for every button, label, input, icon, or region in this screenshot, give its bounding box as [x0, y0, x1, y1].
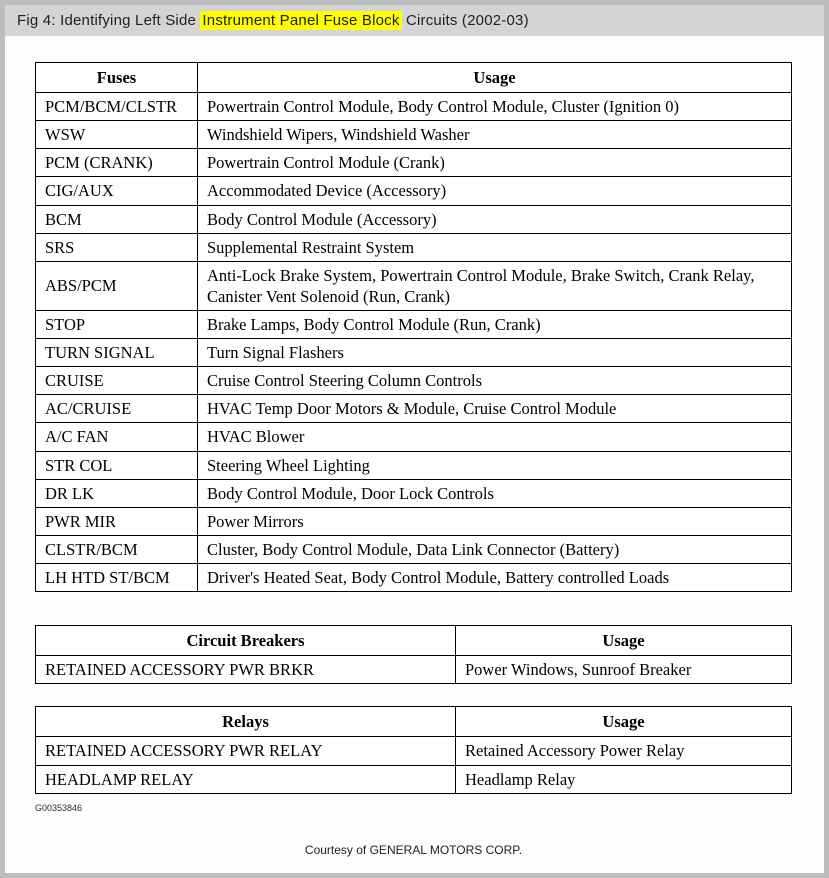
fuse-row — [36, 93, 792, 121]
fuse-usage-cell: Powertrain Control Module (Crank) — [198, 149, 792, 177]
fuse-usage-cell: Supplemental Restraint System — [198, 233, 792, 261]
fuse-name-cell: ABS/PCM — [36, 261, 198, 310]
document-content — [5, 36, 824, 857]
fuse-row — [36, 367, 792, 395]
fuse-name-cell: CIG/AUX — [36, 177, 198, 205]
fuse-name-cell: SRS — [36, 233, 198, 261]
fuse-name-cell: AC/CRUISE — [36, 395, 198, 423]
fuse-row — [36, 310, 792, 338]
relay-usage-cell: Headlamp Relay — [456, 765, 792, 793]
fuse-name-cell: LH HTD ST/BCM — [36, 563, 198, 591]
relays-usage-column-header: Usage — [456, 707, 792, 737]
courtesy-line: Courtesy of GENERAL MOTORS CORP. — [304, 842, 523, 857]
fuse-usage-cell: Brake Lamps, Body Control Module (Run, Crank) — [198, 310, 792, 338]
fuse-usage-cell: Cluster, Body Control Module, Data Link Connector (Battery) — [198, 535, 792, 563]
fuse-row — [36, 563, 792, 591]
relays-table — [35, 706, 792, 793]
fuse-name-cell: CLSTR/BCM — [36, 535, 198, 563]
relay-row — [36, 765, 792, 793]
fuse-name-cell: PWR MIR — [36, 507, 198, 535]
fuse-usage-cell: Powertrain Control Module, Body Control Module, Cluster (Ignition 0) — [198, 93, 792, 121]
fuse-name-cell: BCM — [36, 205, 198, 233]
fuse-row — [36, 395, 792, 423]
fuse-usage-cell: Accommodated Device (Accessory) — [198, 177, 792, 205]
fuse-name-cell: PCM/BCM/CLSTR — [36, 93, 198, 121]
circuit-breaker-usage-cell: Power Windows, Sunroof Breaker — [456, 656, 792, 684]
fuse-row — [36, 177, 792, 205]
fuse-row — [36, 479, 792, 507]
fuse-row — [36, 121, 792, 149]
fuse-usage-cell: HVAC Blower — [198, 423, 792, 451]
fuse-usage-cell: Body Control Module (Accessory) — [198, 205, 792, 233]
fuse-row — [36, 507, 792, 535]
relay-usage-cell: Retained Accessory Power Relay — [456, 737, 792, 765]
fuse-usage-cell: Windshield Wipers, Windshield Washer — [198, 121, 792, 149]
fuse-name-cell: PCM (CRANK) — [36, 149, 198, 177]
fuse-name-cell: A/C FAN — [36, 423, 198, 451]
fuse-usage-cell: Anti-Lock Brake System, Powertrain Control Module, Brake Switch, Crank Relay, Canister Vent Solenoid (Run, Crank) — [198, 261, 792, 310]
relay-name-cell: HEADLAMP RELAY — [36, 765, 456, 793]
fuse-usage-cell: Body Control Module, Door Lock Controls — [198, 479, 792, 507]
fuse-usage-cell: Power Mirrors — [198, 507, 792, 535]
circuit-breakers-section — [35, 625, 792, 684]
circuit-breaker-row — [36, 656, 792, 684]
fuse-row — [36, 423, 792, 451]
fuses-usage-column-header: Usage — [198, 63, 792, 93]
circuit-breakers-column-header: Circuit Breakers — [36, 626, 456, 656]
fuse-row — [36, 339, 792, 367]
fuses-table — [35, 62, 792, 592]
relay-row — [36, 737, 792, 765]
circuit-breaker-name-cell: RETAINED ACCESSORY PWR BRKR — [36, 656, 456, 684]
fuse-name-cell: WSW — [36, 121, 198, 149]
fuse-name-cell: TURN SIGNAL — [36, 339, 198, 367]
circuit-breakers-table — [35, 625, 792, 684]
fuse-usage-cell: HVAC Temp Door Motors & Module, Cruise Control Module — [198, 395, 792, 423]
fuse-row — [36, 451, 792, 479]
fuse-row — [36, 233, 792, 261]
fuse-usage-cell: Turn Signal Flashers — [198, 339, 792, 367]
circuit-breakers-usage-column-header: Usage — [456, 626, 792, 656]
fuse-usage-cell: Driver's Heated Seat, Body Control Module, Battery controlled Loads — [198, 563, 792, 591]
fuses-column-header: Fuses — [36, 63, 198, 93]
figure-id: G00353846 — [35, 802, 83, 813]
relay-name-cell: RETAINED ACCESSORY PWR RELAY — [36, 737, 456, 765]
fuse-name-cell: STR COL — [36, 451, 198, 479]
fuses-header-row — [36, 63, 792, 93]
fuse-usage-cell: Steering Wheel Lighting — [198, 451, 792, 479]
fuse-row — [36, 261, 792, 310]
fuse-row — [36, 205, 792, 233]
relays-header-row — [36, 707, 792, 737]
relays-section — [35, 706, 792, 793]
fuse-name-cell: DR LK — [36, 479, 198, 507]
fuse-row — [36, 149, 792, 177]
figure-title-suffix: Circuits (2002-03) — [405, 12, 529, 29]
circuit-breakers-header-row — [36, 626, 792, 656]
figure-title-bar — [5, 5, 824, 36]
fuse-name-cell: STOP — [36, 310, 198, 338]
relays-column-header: Relays — [36, 707, 456, 737]
figure-title-prefix: Fig 4: Identifying Left Side — [17, 12, 197, 29]
fuse-name-cell: CRUISE — [36, 367, 198, 395]
figure-title-highlight: Instrument Panel Fuse Block — [202, 12, 400, 29]
fuse-usage-cell: Cruise Control Steering Column Controls — [198, 367, 792, 395]
fuse-row — [36, 535, 792, 563]
